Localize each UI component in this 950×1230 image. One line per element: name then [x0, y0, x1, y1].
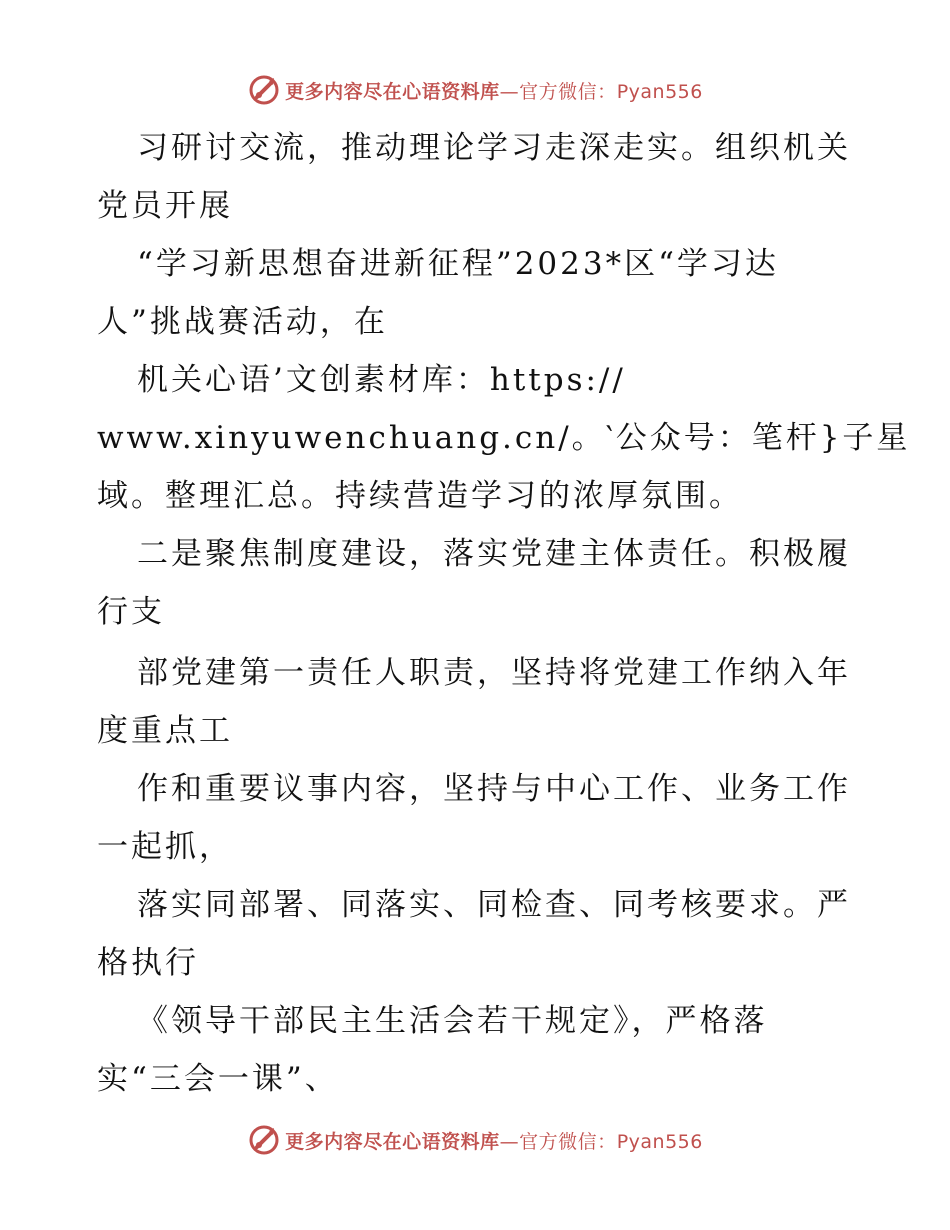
text-line: 人”挑战赛活动，在	[97, 304, 388, 340]
text-line: 落实同部署、同落实、同检查、同考核要求。严	[137, 887, 851, 923]
watermark-caption: 官方微信：	[519, 1130, 617, 1153]
watermark-separator: —	[499, 1130, 520, 1153]
brand-logo-icon	[247, 1123, 281, 1157]
text-line: 《领导干部民主生活会若干规定》，严格落	[137, 1003, 768, 1039]
text-line: 二是聚焦制度建设，落实党建主体责任。积极履	[137, 536, 851, 572]
text-line: 作和重要议事内容，坚持与中心工作、业务工作	[137, 771, 851, 807]
text-line: “学习新思想奋进新征程”2023*区“学习达	[137, 246, 779, 282]
text-line: 习研讨交流，推动理论学习走深走实。组织机关	[137, 130, 851, 166]
watermark-wechat-id: Pyan556	[616, 1130, 703, 1153]
watermark-separator: —	[499, 80, 520, 103]
text-line: 度重点工	[97, 713, 233, 749]
text-line: 部党建第一责任人职责，坚持将党建工作纳入年	[137, 655, 851, 691]
watermark-footer	[0, 1122, 950, 1158]
text-line: www.xinyuwenchuang.cn/。‵公众号：笔杆}子星	[97, 420, 911, 456]
watermark-main: 更多内容尽在心语资料库	[285, 80, 500, 103]
text-line: 机关心语’文创素材库：https://	[137, 362, 626, 398]
text-line: 域。整理汇总。持续营造学习的浓厚氛围。	[97, 478, 743, 514]
text-line: 党员开展	[97, 188, 233, 224]
watermark-main: 更多内容尽在心语资料库	[285, 1130, 500, 1153]
text-line: 格执行	[97, 945, 199, 981]
text-line: 实“三会一课”、	[97, 1061, 339, 1097]
watermark-wechat-id: Pyan556	[616, 80, 703, 103]
text-line: 行支	[97, 594, 165, 630]
watermark-text	[285, 1127, 703, 1154]
text-line: 一起抓，	[97, 829, 233, 865]
watermark-caption: 官方微信：	[519, 80, 617, 103]
